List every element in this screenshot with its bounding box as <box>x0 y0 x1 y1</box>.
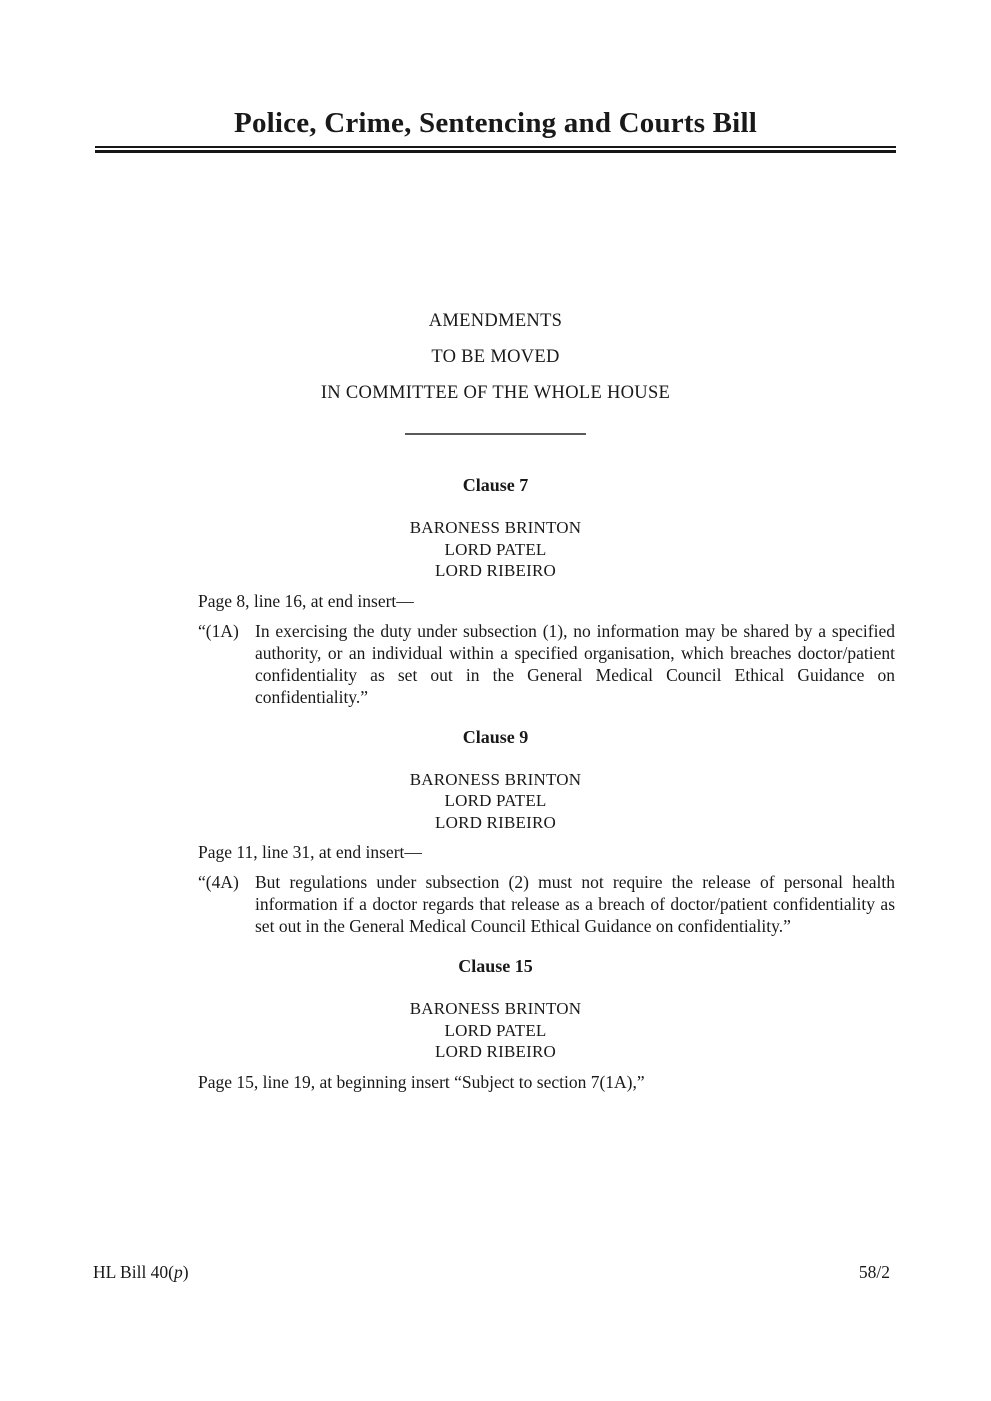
bill-title: Police, Crime, Sentencing and Courts Bill <box>234 107 757 139</box>
sponsor-name: LORD RIBEIRO <box>435 561 556 580</box>
page-footer <box>93 1261 890 1283</box>
preamble-line-to-be-moved: TO BE MOVED <box>431 347 560 367</box>
subsection-label: “(1A) <box>198 620 239 641</box>
subsection-label: “(4A) <box>198 872 239 892</box>
preamble-line-committee: IN COMMITTEE OF THE WHOLE HOUSE <box>320 383 671 403</box>
inserted-subsection <box>198 620 895 708</box>
clause-15-heading: Clause 15 <box>458 956 533 976</box>
sponsor-name: BARONESS BRINTON <box>409 999 582 1018</box>
sponsor-name: LORD PATEL <box>444 1020 547 1040</box>
amendment-clause-9 <box>0 727 991 938</box>
clause-9-heading: Clause 9 <box>462 726 529 747</box>
sponsor-name: LORD PATEL <box>444 539 547 559</box>
sponsor-name: LORD RIBEIRO <box>435 812 556 832</box>
clause-9-amendment-body <box>198 841 895 937</box>
subsection-text: But regulations under subsection (2) must not require the release of personal health information if a doctor regards that release as a breach of doctor/patient confidentiality as set out in the General Medical Council Ethical Guidance on confidentiality.” <box>255 872 895 936</box>
amendment-clause-15 <box>0 956 991 1093</box>
bill-reference: HL Bill 40(p) <box>93 1262 189 1282</box>
sponsor-name: BARONESS BRINTON <box>409 769 582 789</box>
inserted-subsection <box>198 871 895 937</box>
sponsor-name: LORD RIBEIRO <box>435 1042 556 1061</box>
amendment-instruction: Page 8, line 16, at end insert— <box>198 590 414 611</box>
clause-15-amendment-body <box>198 1071 895 1093</box>
sponsor-name: BARONESS BRINTON <box>409 518 582 537</box>
title-double-rule <box>95 146 896 153</box>
amendment-instruction: Page 11, line 31, at end insert— <box>198 842 422 862</box>
preamble <box>0 303 991 411</box>
amendment-clause-7 <box>0 475 991 708</box>
sponsor-name: LORD PATEL <box>444 791 547 810</box>
preamble-line-amendments: AMENDMENTS <box>428 311 563 331</box>
bill-reference-italic: p <box>174 1262 183 1282</box>
clause-15-sponsors <box>0 998 991 1063</box>
clause-7-amendment-body <box>198 590 895 708</box>
clause-7-heading: Clause 7 <box>462 475 529 495</box>
clause-7-sponsors <box>0 517 991 582</box>
amendment-instruction: Page 15, line 19, at beginning insert “Subject to section 7(1A),” <box>198 1071 645 1092</box>
clause-9-sponsors <box>0 769 991 834</box>
sheet-number: 58/2 <box>858 1262 890 1282</box>
subsection-text: In exercising the duty under subsection (1), no information may be shared by a specified authority, or an individual within a specified organisation, which breaches doctor/patient confidentiality as set out in the General Medical Council Ethical Guidance on confidentiality.” <box>255 620 895 707</box>
preamble-separator-rule <box>405 433 586 435</box>
